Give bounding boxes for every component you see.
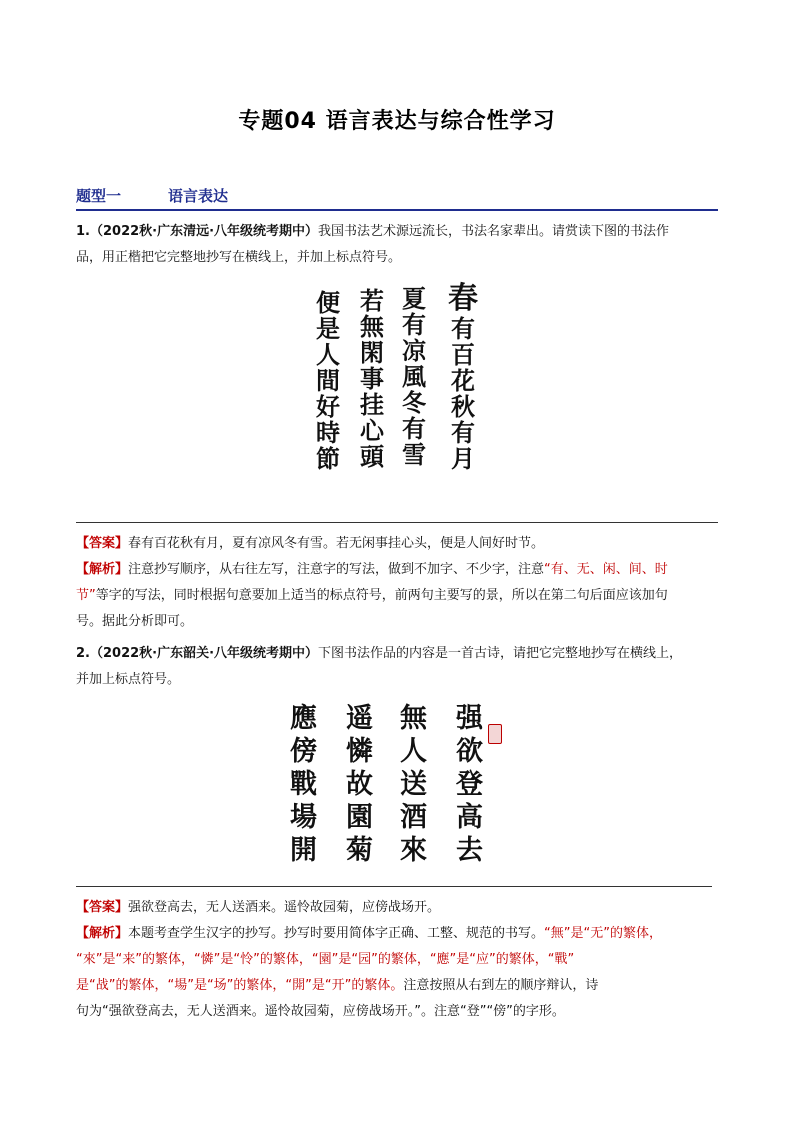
callig-char: 風 [402, 362, 426, 391]
callig-char: 時 [316, 418, 340, 447]
callig-char: 有 [402, 310, 426, 339]
analysis-highlight: “有、无、闲、间、时 [544, 562, 668, 577]
callig-char: 應 [290, 703, 317, 734]
callig-char: 憐 [346, 736, 373, 767]
q1-answer-block [76, 531, 718, 635]
q1-col-3 [360, 288, 384, 470]
callig-char: 欲 [456, 736, 483, 767]
analysis-text: 号。据此分析即可。 [76, 614, 194, 629]
callig-char: 若 [360, 286, 384, 315]
callig-char: 來 [400, 835, 427, 866]
q1-calligraphy [310, 282, 490, 482]
section-heading [76, 185, 718, 211]
callig-char: 去 [456, 835, 483, 866]
callig-char: 戰 [290, 769, 317, 800]
analysis-tag: 【解析】 [76, 562, 129, 577]
callig-char: 無 [400, 703, 427, 734]
callig-char: 月 [451, 444, 475, 473]
callig-char: 百 [451, 340, 475, 369]
section-label: 题型一 [76, 187, 122, 205]
callig-char: 閑 [360, 338, 384, 367]
q1-col-2 [402, 286, 426, 468]
callig-char: 事 [360, 364, 384, 393]
analysis-highlight: “來”是“来”的繁体，“憐”是“怜”的繁体，“園”是“园”的繁体，“應”是“应”的繁体，“戰” [76, 952, 575, 967]
callig-char: 春 [448, 281, 478, 316]
question-2 [76, 641, 718, 693]
q2-col-2 [400, 702, 427, 867]
analysis-highlight: “無”是“无”的繁体， [544, 926, 662, 941]
q1-col-4 [316, 290, 340, 472]
callig-char: 秋 [451, 392, 475, 421]
q1-answer [76, 531, 718, 557]
q2-answer [76, 895, 718, 921]
q1-col-1 [448, 282, 478, 472]
analysis-text: 本题考查学生汉字的抄写。抄写时要用简体字正确、工整、规范的书写。 [128, 926, 545, 941]
callig-char: 菊 [346, 835, 373, 866]
callig-char: 雪 [402, 440, 426, 469]
q2-col-4 [290, 702, 317, 867]
q1-answer-line [76, 522, 718, 523]
callig-char: 是 [316, 314, 340, 343]
analysis-text: 注意抄写顺序，从右往左写，注意字的写法，做到不加字、不少字，注意 [128, 562, 545, 577]
q2-answer-line [76, 886, 712, 887]
q1-source: （2022秋·广东清远·八年级统考期中） [89, 224, 319, 239]
q2-col-1 [456, 702, 483, 867]
analysis-tag: 【解析】 [76, 926, 129, 941]
callig-char: 花 [451, 366, 475, 395]
answer-text: 强欲登高去，无人送酒来。遥怜故园菊，应傍战场开。 [128, 900, 441, 915]
callig-char: 登 [456, 769, 483, 800]
q1-text-a: 我国书法艺术源远流长，书法名家辈出。请赏读下图的书法作 [318, 224, 670, 239]
q2-answer-block [76, 895, 718, 1025]
analysis-text: 等字的写法，同时根据句意要加上适当的标点符号，前两句主要写的景，所以在第二句后面应该加句 [95, 588, 668, 603]
answer-text: 春有百花秋有月，夏有凉风冬有雪。若无闲事挂心头，便是人间好时节。 [128, 536, 545, 551]
q2-text-b: 并加上标点符号。 [76, 672, 181, 687]
q1-number: 1. [76, 224, 90, 239]
callig-char: 無 [360, 312, 384, 341]
q2-number: 2. [76, 646, 90, 661]
callig-char: 凉 [402, 336, 426, 365]
callig-char: 有 [451, 418, 475, 447]
callig-char: 强 [456, 703, 483, 734]
callig-char: 故 [346, 769, 373, 800]
callig-char: 有 [402, 414, 426, 443]
callig-char: 開 [290, 835, 317, 866]
callig-char: 有 [451, 314, 475, 343]
q2-text-a: 下图书法作品的内容是一首古诗，请把它完整地抄写在横线上， [318, 646, 683, 661]
q2-calligraphy [288, 702, 498, 872]
callig-char: 節 [316, 444, 340, 473]
callig-char: 園 [346, 802, 373, 833]
callig-char: 酒 [400, 802, 427, 833]
q1-text-b: 品，用正楷把它完整地抄写在横线上，并加上标点符号。 [76, 250, 402, 265]
callig-char: 好 [316, 392, 340, 421]
callig-char: 冬 [402, 388, 426, 417]
callig-char: 頭 [360, 442, 384, 471]
analysis-text: 句为“强欲登高去，无人送酒来。遥怜故园菊，应傍战场开。”。注意“登”“傍”的字形。 [76, 1004, 565, 1019]
q2-col-3 [346, 702, 373, 867]
callig-char: 挂 [360, 390, 384, 419]
answer-tag: 【答案】 [76, 536, 129, 551]
callig-char: 夏 [402, 284, 426, 313]
question-1 [76, 219, 718, 271]
callig-char: 場 [290, 802, 317, 833]
callig-char: 遥 [346, 703, 373, 734]
analysis-highlight: 是“战”的繁体，“場”是“场”的繁体，“開”是“开”的繁体。 [76, 978, 404, 993]
callig-char: 便 [316, 288, 340, 317]
q2-analysis [76, 921, 718, 947]
q1-analysis [76, 557, 718, 583]
answer-tag: 【答案】 [76, 900, 129, 915]
callig-char: 高 [456, 802, 483, 833]
red-seal-stamp [488, 724, 502, 744]
callig-char: 心 [360, 416, 384, 445]
q2-source: （2022秋·广东韶关·八年级统考期中） [89, 646, 319, 661]
callig-char: 人 [316, 340, 340, 369]
callig-char: 送 [400, 769, 427, 800]
callig-char: 間 [316, 366, 340, 395]
analysis-highlight: 节” [76, 588, 96, 603]
callig-char: 傍 [290, 736, 317, 767]
section-name: 语言表达 [168, 187, 229, 205]
analysis-text: 注意按照从右到左的顺序辩认，诗 [403, 978, 599, 993]
page-title: 专题04 语言表达与综合性学习 [238, 109, 556, 134]
callig-char: 人 [400, 736, 427, 767]
